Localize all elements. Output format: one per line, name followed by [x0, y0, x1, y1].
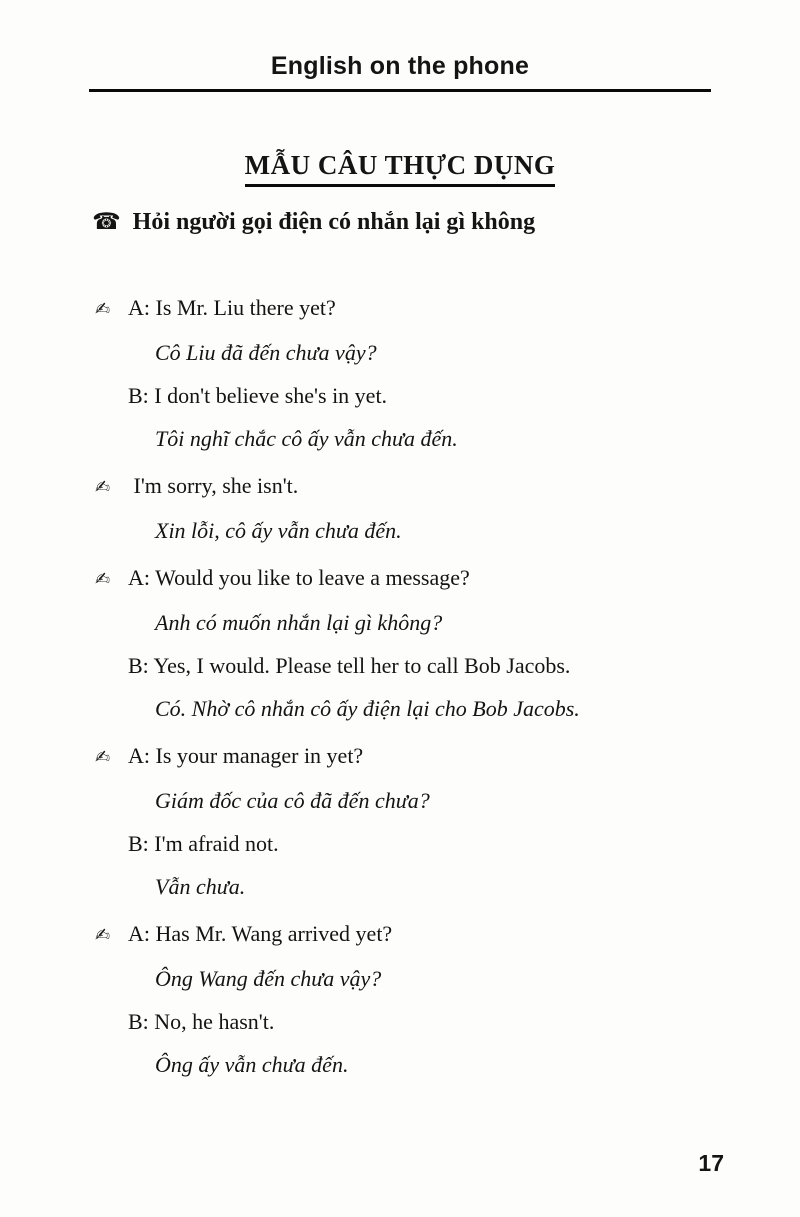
- telephone-icon: ☎: [92, 209, 121, 235]
- dialogue-line: [0, 464, 800, 552]
- vietnamese-translation-text: Anh có muốn nhắn lại gì không?: [155, 610, 443, 635]
- speaker-label: A:: [128, 295, 150, 320]
- english-text: I'm afraid not.: [154, 831, 279, 856]
- dialogue-line: [0, 374, 800, 460]
- speaker-label: B:: [128, 653, 149, 678]
- header-rule: [89, 89, 711, 92]
- english-row: [95, 374, 800, 417]
- english-row: [95, 734, 800, 779]
- english-text: Yes, I would. Please tell her to call Bob Jacobs.: [153, 653, 571, 678]
- english-row: [95, 822, 800, 865]
- speaker-label: B:: [128, 831, 149, 856]
- vietnamese-translation-text: Vẫn chưa.: [155, 874, 246, 899]
- vietnamese-translation-text: Giám đốc của cô đã đến chưa?: [155, 788, 430, 813]
- dialogue-line: [0, 556, 800, 644]
- page-number: 17: [698, 1150, 724, 1176]
- english-row: [95, 644, 800, 687]
- section-heading-text: Hỏi người gọi điện có nhắn lại gì không: [132, 209, 536, 235]
- english-text: Would you like to leave a message?: [155, 565, 470, 590]
- speaker-label: A:: [128, 743, 150, 768]
- vietnamese-translation-text: Có. Nhờ cô nhắn cô ấy điện lại cho Bob Jacobs.: [155, 696, 580, 721]
- dialogue-line: [0, 912, 800, 1000]
- dialogue-marker-icon: ✍: [95, 299, 111, 320]
- speaker-label: A:: [128, 565, 150, 590]
- english-row: [95, 1000, 800, 1043]
- english-text: I don't believe she's in yet.: [154, 383, 388, 408]
- english-row: [95, 556, 800, 601]
- speaker-label: B:: [128, 383, 149, 408]
- english-text: Is Mr. Liu there yet?: [155, 295, 336, 320]
- vietnamese-translation-text: Tôi nghĩ chắc cô ấy vẫn chưa đến.: [155, 426, 458, 451]
- page-header: [0, 0, 800, 92]
- section-title-text: MẪU CÂU THỰC DỤNG: [245, 150, 556, 187]
- english-text: I'm sorry, she isn't.: [133, 473, 299, 498]
- english-text: Is your manager in yet?: [155, 743, 364, 768]
- dialogue-marker-icon: ✍: [95, 569, 111, 590]
- section-heading: [92, 209, 800, 236]
- english-row: [95, 464, 800, 509]
- dialogue-line: [0, 644, 800, 730]
- page-header-title: English on the phone: [270, 52, 530, 80]
- dialogue-line: [0, 286, 800, 374]
- english-text: No, he hasn't.: [154, 1009, 275, 1034]
- vietnamese-translation-text: Ông ấy vẫn chưa đến.: [155, 1052, 349, 1077]
- section-title: [0, 150, 800, 187]
- dialogue-marker-icon: ✍: [95, 925, 111, 946]
- speaker-label: A:: [128, 921, 150, 946]
- dialogue-line: [0, 1000, 800, 1086]
- vietnamese-translation-text: Cô Liu đã đến chưa vậy?: [155, 340, 377, 365]
- english-text: Has Mr. Wang arrived yet?: [155, 921, 393, 946]
- vietnamese-translation-text: Ông Wang đến chưa vậy?: [155, 966, 382, 991]
- dialogue-marker-icon: ✍: [95, 477, 111, 498]
- english-row: [95, 286, 800, 331]
- speaker-label: B:: [128, 1009, 149, 1034]
- dialogue-marker-icon: ✍: [95, 747, 111, 768]
- vietnamese-translation-text: Xin lỗi, cô ấy vẫn chưa đến.: [155, 518, 402, 543]
- english-row: [95, 912, 800, 957]
- dialogue-line: [0, 822, 800, 908]
- dialogue-line: [0, 734, 800, 822]
- dialogue-list: [0, 286, 800, 1086]
